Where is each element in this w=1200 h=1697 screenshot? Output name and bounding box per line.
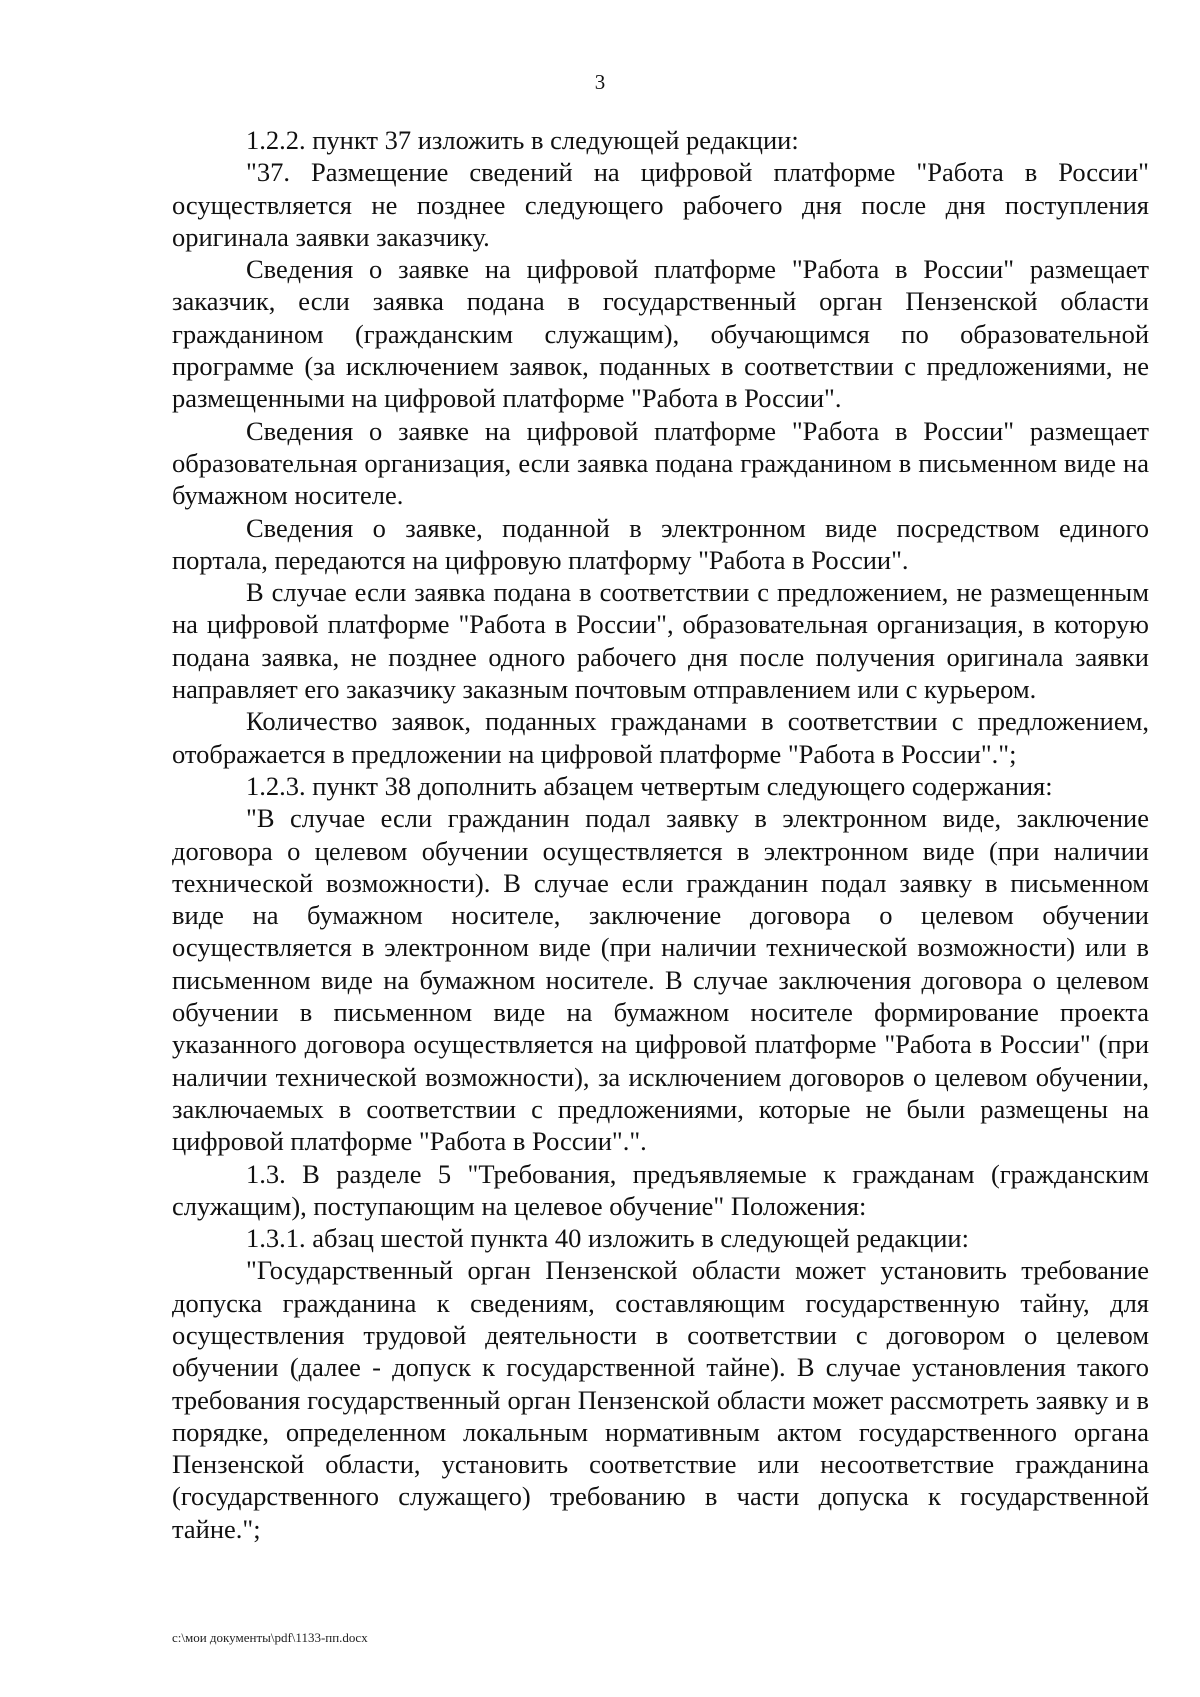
paragraph-state-secret-requirement: "Государственный орган Пензенской области может установить требование допуска гражданина к сведениям, составляющим государственную тайну, для осуществления трудовой деятельности в соответствии с договором о целевом обучении (далее - допуск к государственной тайне). В случае установления такого требования государственный орган Пензенской области может рассмотреть заявку и в порядке, определенном локальным нормативным актом государственного органа Пензенской области, установить соответствие или несоответствие гражданина (государственного служащего) требованию в части допуска к государственной тайне."; [172,1255,1149,1544]
document-body [172,124,1149,1545]
paragraph-1-2-2: 1.2.2. пункт 37 изложить в следующей редакции: [246,125,799,155]
paragraph-item-37: "37. Размещение сведений на цифровой платформе "Работа в России" осуществляется не позднее следующего рабочего дня после дня поступления оригинала заявки заказчику. [172,157,1149,252]
paragraph-1-3-1: 1.3.1. абзац шестой пункта 40 изложить в следующей редакции: [246,1223,969,1254]
paragraph-unposted-offer: В случае если заявка подана в соответствии с предложением, не размещенным на цифровой платформе "Работа в России", образовательная организация, в которую подана заявка, не позднее одного рабочего дня после получения оригинала заявки направляет его заказчику заказным почтовым отправлением или с курьером. [172,577,1149,705]
paragraph-customer-posting: Сведения о заявке на цифровой платформе "Работа в России" размещает заказчик, если заявка подана в государственный орган Пензенской области гражданином (гражданским служащим), обучающимся по образовательной программе (за исключением заявок, поданных в соответствии с предложениями, не размещенными на цифровой платформе "Работа в России". [172,254,1149,414]
footer-file-path: c:\мои документы\pdf\1133-пп.docx [172,1630,368,1645]
page-number: 3 [594,70,606,94]
paragraph-1-3: 1.3. В разделе 5 "Требования, предъявляемые к гражданам (гражданским служащим), поступающим на целевое обучение" Положения: [172,1158,1149,1221]
paragraph-application-count: Количество заявок, поданных гражданами в соответствии с предложением, отображается в предложении на цифровой платформе "Работа в России"."; [172,706,1149,769]
paragraph-contract-conclusion: "В случае если гражданин подал заявку в электронном виде, заключение договора о целевом обучении осуществляется в электронном виде (при наличии технической возможности). В случае если гражданин подал заявку в письменном виде на бумажном носителе, заключение договора о целевом обучении осуществляется в электронном виде (при наличии технической возможности) или в письменном виде на бумажном носителе. В случае заключения договора о целевом обучении в письменном виде на бумажном носителе формирование проекта указанного договора осуществляется на цифровой платформе "Работа в России" (при наличии технической возможности), за исключением договоров о целевом обучении, заключаемых в соответствии с предложениями, которые не были размещены на цифровой платформе "Работа в России".". [172,803,1149,1157]
paragraph-1-2-3: 1.2.3. пункт 38 дополнить абзацем четвертым следующего содержания: [246,770,1053,801]
paragraph-educational-org-posting: Сведения о заявке на цифровой платформе "Работа в России" размещает образовательная организация, если заявка подана гражданином в письменном виде на бумажном носителе. [172,415,1149,511]
paragraph-electronic-application: Сведения о заявке, поданной в электронном виде посредством единого портала, передаются на цифровую платформу "Работа в России". [172,512,1149,575]
